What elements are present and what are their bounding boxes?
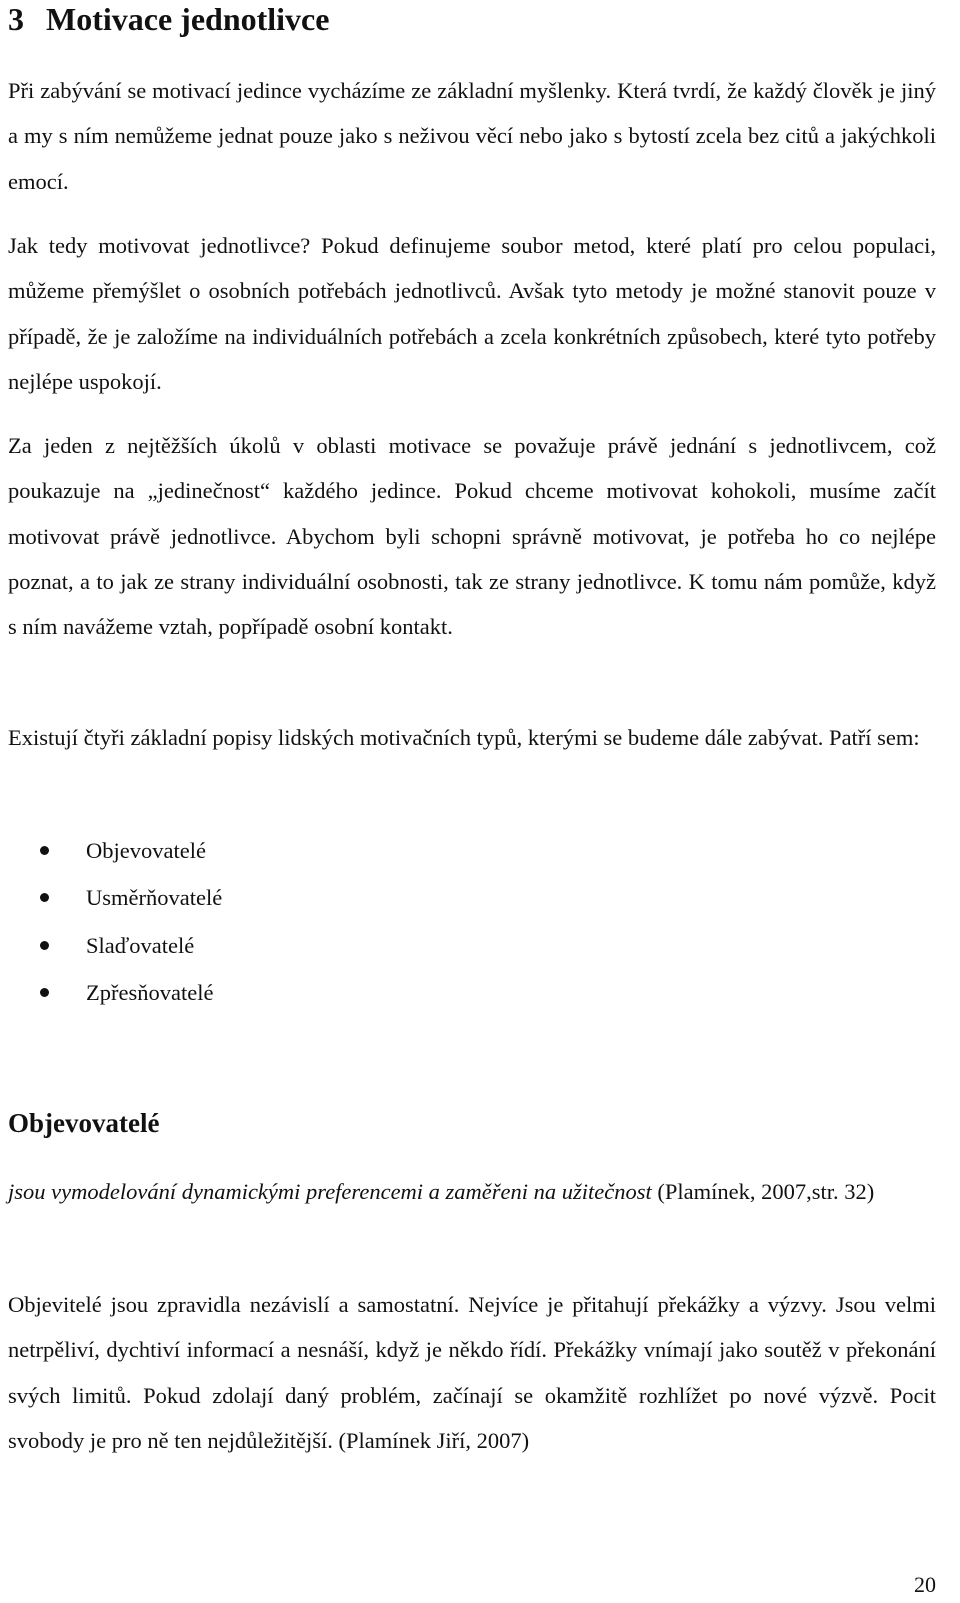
chapter-title: Motivace jednotlivce [46,1,330,37]
section-quote: jsou vymodelování dynamickými preferencemi a zaměřeni na užitečnost [8,1179,652,1204]
list-item [8,827,222,874]
bullet-icon [40,988,49,997]
list-item-label: Zpřesňovatelé [86,979,214,1005]
bullet-icon [40,893,49,902]
paragraph-individual: Za jeden z nejtěžších úkolů v oblasti motivace se považuje právě jednání s jednotlivcem, což poukazuje na „jedinečnost“ každého jedince. Pokud chceme motivovat kohokoli, musíme začít motivovat právě jednotlivce. Abychom byli schopni správně motivovat, je potřeba ho co nejlépe poznat, a to jak ze strany individuální osobnosti, tak ze strany jednotlivce. K tomu nám pomůže, když s ním navážeme vztah, popřípadě osobní kontakt. [8,433,936,640]
list-item-label: Usměrňovatelé [86,885,223,911]
list-item-label: Objevovatelé [86,838,206,863]
paragraph-types-intro: Existují čtyři základní popisy lidských motivačních typů, kterými se budeme dále zabývat. Patří sem: [8,725,920,750]
list-item [8,969,222,1016]
list-item [8,874,222,921]
quote-citation: (Plamínek, 2007,str. 32) [651,1179,875,1204]
section-body: Objevitelé jsou zpravidla nezávislí a samostatní. Nejvíce je přitahují překážky a výzvy. Jsou velmi netrpěliví, dychtiví informací a nesnáší, když je někdo řídí. Překážky vnímají jako soutěž v překonání svých limitů. Pokud zdolají daný problém, začínají se okamžitě rozhlížet po nové výzvě. Pocit svobody je pro ně ten nejdůležitější. (Plamínek Jiří, 2007) [8,1292,936,1453]
bullet-icon [40,941,49,950]
section-heading: Objevovatelé [8,1108,160,1138]
paragraph-methods: Jak tedy motivovat jednotlivce? Pokud definujeme soubor metod, které platí pro celou populaci, můžeme přemýšlet o osobních potřebách jednotlivců. Avšak tyto metody je možné stanovit pouze v případě, že je založíme na individuálních potřebách a zcela konkrétních způsobech, které tyto potřeby nejlépe uspokojí. [8,233,936,394]
chapter-heading [8,0,329,38]
chapter-number: 3 [8,1,24,37]
section-quote-paragraph [8,1169,936,1214]
motivation-types-list [8,827,222,1016]
paragraph-intro: Při zabývání se motivací jedince vycházíme ze základní myšlenky. Která tvrdí, že každý člověk je jiný a my s ním nemůžeme jednat pouze jako s neživou věcí nebo jako s bytostí zcela bez citů a jakýchkoli emocí. [8,78,936,194]
bullet-icon [40,846,49,855]
list-item-label: Slaďovatelé [86,932,195,958]
page-number: 20 [914,1572,936,1597]
list-item [8,922,222,969]
